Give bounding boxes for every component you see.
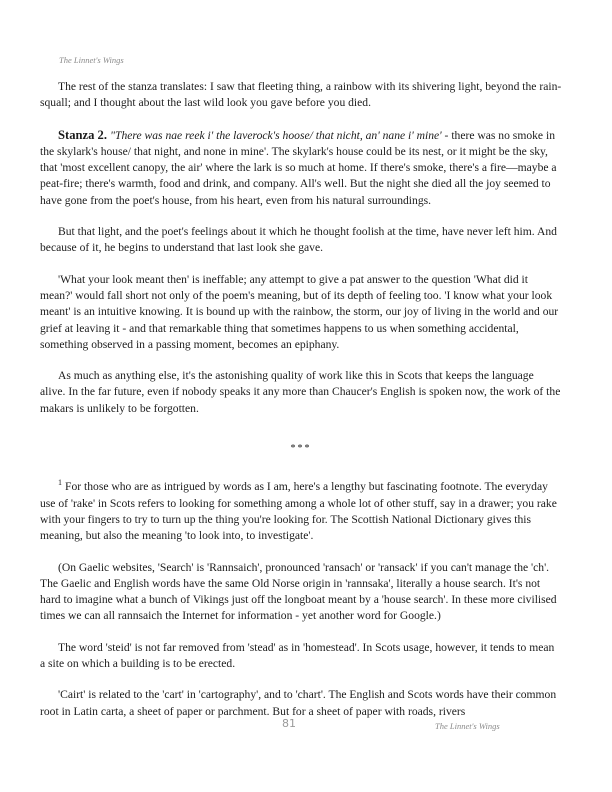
- stanza-label-period: .: [103, 127, 111, 142]
- paragraph-stanza-translation: The rest of the stanza translates: I saw that fleeting thing, a rainbow with its shivering light, beyond the rain-squall; and I thought about the last wild look you gave before you died.: [40, 80, 562, 110]
- footnote-rake-text: For those who are as intrigued by words as I am, here's a lengthy but fascinating footnote. The everyday use of 'rake' in Scots refers to looking for something among a whole lot of other stuff, say in a drawer; you rake with your fingers to try to turn up the thing you're looking for. The Scottish National Dictionary gives this meaning, but also the meaning 'to look into, to investigate'.: [40, 480, 557, 543]
- footnote-cairt: 'Cairt' is related to the 'cart' in 'cartography', and to 'chart'. The English and Scots words have their common root in Latin carta, a sheet of paper or parchment. But for a sheet of paper with roads, rivers: [40, 688, 557, 718]
- footnote-marker: 1: [58, 478, 62, 488]
- paragraph-ineffable: 'What your look meant then' is ineffable; any attempt to give a pat answer to the question 'What did it mean?' would fall short not only of the poem's meaning, but of its depth of feeling too. 'I know what your look meant' is an intuitive knowing. It is bound up with the rainbow, the storm, our joy of living in the world and our grief at leaving it - and that remarkable thing that sometimes happens to us when something accidental, something observed in a passing moment, becomes an epiphany.: [40, 272, 559, 351]
- paragraph-scots-language: As much as anything else, it's the astonishing quality of work like this in Scots that keeps the language alive. In the far future, even if nobody speaks it any more than Chaucer's English is spoken now, the work of the makars is unlikely to be forgotten.: [40, 369, 561, 415]
- running-header: The Linnet's Wings: [59, 55, 124, 65]
- running-footer: The Linnet's Wings: [435, 721, 500, 731]
- stanza-commentary: - there was no smoke in the skylark's house/ that night, and none in mine'. The skylark's house could be its nest, or it might be the sky, that 'most excellent canopy, the air' where the lark is so much at home. If there's smoke, there's a fire—maybe a peat-fire; there's warmth, food and drink, and company. All's well. But the night she died all the joy seemed to have gone from the poet's house, from his heart, even from his natural surroundings.: [40, 128, 557, 207]
- page-body: [40, 79, 562, 735]
- footnote-rake: [40, 479, 562, 544]
- section-separator: ***: [290, 443, 312, 455]
- page-number: 81: [282, 717, 296, 730]
- footnote-steid: The word 'steid' is not far removed from 'stead' as in 'homestead'. In Scots usage, however, it tends to mean a site on which a building is to be erected.: [40, 640, 555, 671]
- stanza-quote: "There was nae reek i' the laverock's hoose/ that nicht, an' nane i' mine': [110, 128, 442, 142]
- stanza-label: Stanza 2: [58, 127, 104, 142]
- footnote-gaelic-search: (On Gaelic websites, 'Search' is 'Rannsaich', pronounced 'ransach' or 'ransack' if you can't manage the 'ch'. The Gaelic and English words have the same Old Norse origin in 'rannsaka', literally a house search. It's not hard to imagine what a bunch of Vikings just off the longboat meant by a 'house search'. In these more civilised times we can all rannsaich the Internet for information - yet another word for Google.): [40, 560, 557, 623]
- paragraph-stanza-2: [40, 127, 562, 209]
- paragraph-light-feelings: But that light, and the poet's feelings about it which he thought foolish at the time, have never left him. And because of it, he begins to understand that last look she gave.: [40, 225, 557, 255]
